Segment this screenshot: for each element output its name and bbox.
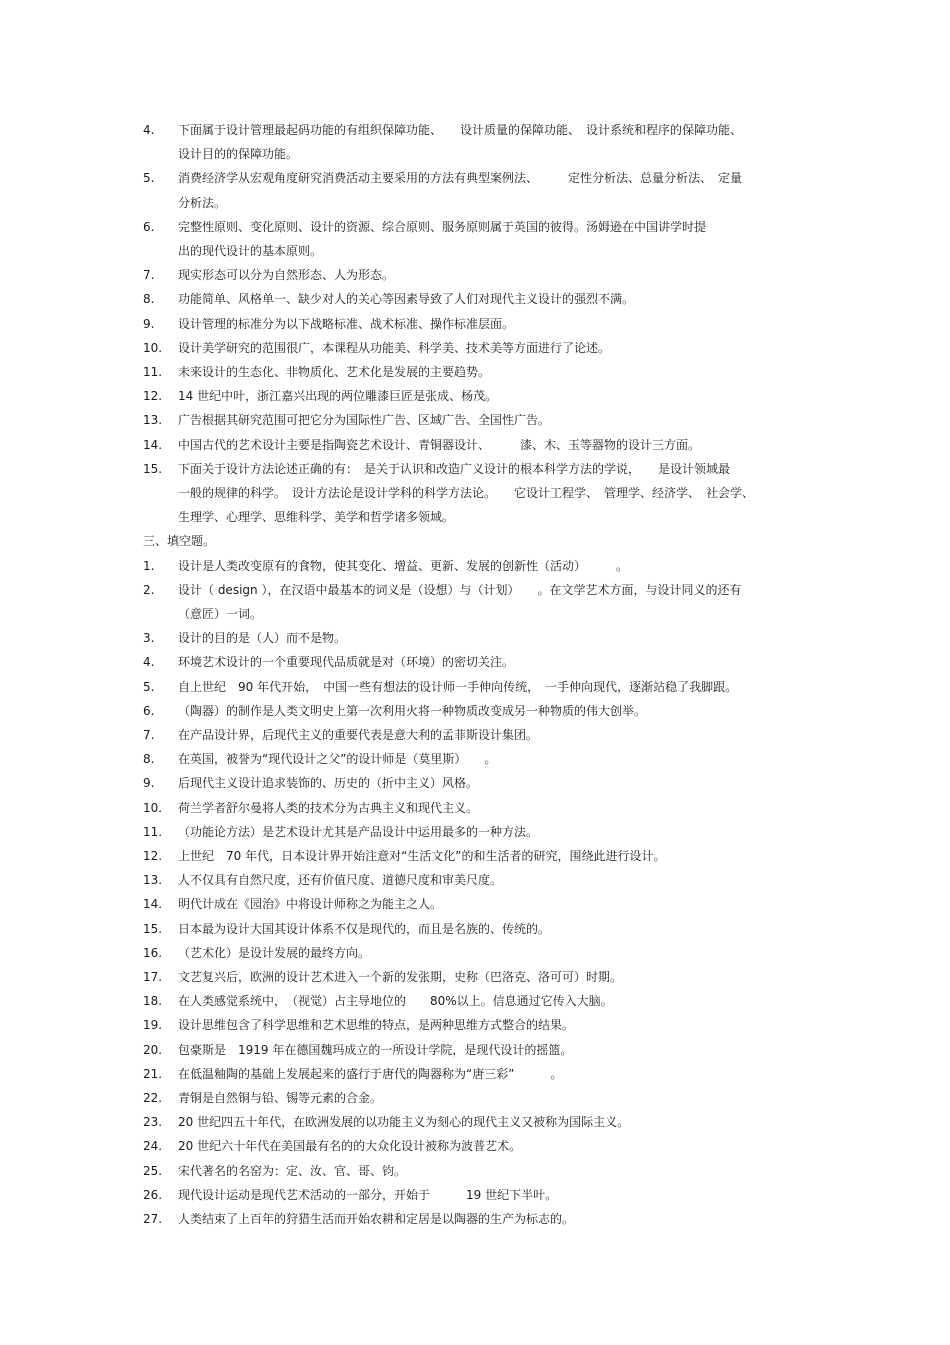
question-item-text: 设计目的的保障功能。 xyxy=(178,147,299,162)
fill-blank-item-number: 13. xyxy=(143,873,163,888)
fill-blank-item-text: 设计是人类改变原有的食物，使其变化、增益、更新、发展的创新性（活动） 。 xyxy=(178,558,629,573)
fill-blank-item-text: 日本最为设计大国其设计体系不仅是现代的，而且是名族的、传统的。 xyxy=(178,921,551,936)
fill-blank-item-number: 24. xyxy=(143,1139,163,1154)
question-item-number: 10. xyxy=(143,340,163,355)
fill-blank-item-text: 荷兰学者舒尔曼将人类的技术分为古典主义和现代主义。 xyxy=(178,800,479,815)
question-item-number: 8. xyxy=(143,292,155,307)
fill-blank-item-text: 人不仅具有自然尺度，还有价值尺度、道德尺度和审美尺度。 xyxy=(178,873,503,888)
fill-blank-item-text: （功能论方法）是艺术设计尤其是产品设计中运用最多的一种方法。 xyxy=(178,824,539,839)
fill-blank-item-number: 21. xyxy=(143,1066,163,1081)
fill-blank-item-text: 上世纪 70 年代，日本设计界开始注意对“生活文化”的和生活者的研究，围绕此进行设计。 xyxy=(178,849,666,863)
question-item-text: 14 世纪中叶，浙江嘉兴出现的两位雕漆巨匠是张成、杨茂。 xyxy=(178,389,498,404)
fill-blank-item-number: 18. xyxy=(143,994,163,1009)
fill-blank-item-text: 设计的目的是（人）而不是物。 xyxy=(178,631,347,646)
fill-blank-item-number: 20. xyxy=(143,1042,163,1057)
question-item-text: 中国古代的艺术设计主要是指陶瓷艺术设计、青铜器设计、 漆、木、玉等器物的设计三方面。 xyxy=(178,437,701,452)
question-item-text: 完整性原则、变化原则、设计的资源、综合原则、服务原则属于英国的彼得。汤姆逊在中国讲学时提 xyxy=(178,219,707,234)
question-item-number: 4. xyxy=(143,123,155,137)
fill-blank-item-number: 15. xyxy=(143,921,163,936)
question-item-number: 13. xyxy=(143,413,163,428)
fill-blank-item-number: 1. xyxy=(143,558,155,573)
fill-blank-item-text: 人类结束了上百年的狩猎生活而开始农耕和定居是以陶器的生产为标志的。 xyxy=(178,1212,575,1226)
fill-blank-item-number: 3. xyxy=(143,631,155,646)
fill-blank-item-text: 后现代主义设计追求装饰的、历史的（折中主义）风格。 xyxy=(178,776,479,791)
fill-blank-item-text: （陶器）的制作是人类文明史上第一次利用火将一种物质改变成另一种物质的伟大创举。 xyxy=(178,703,647,718)
fill-blank-item-number: 11. xyxy=(143,824,163,839)
fill-blank-item-number: 27. xyxy=(143,1212,163,1226)
fill-blank-item-number: 9. xyxy=(143,776,155,791)
question-item-text: 设计管理的标准分为以下战略标准、战术标准、操作标准层面。 xyxy=(178,316,515,331)
fill-blank-item-text: 现代设计运动是现代艺术活动的一部分，开始于 19 世纪下半叶。 xyxy=(178,1187,558,1202)
fill-blank-item-number: 12. xyxy=(143,849,163,863)
question-item-text: 出的现代设计的基本原则。 xyxy=(178,244,323,258)
question-item-number: 15. xyxy=(143,461,163,476)
fill-blank-item-text: 在人类感觉系统中， （视觉）占主导地位的 80%以上。信息通过它传入大脑。 xyxy=(178,994,613,1009)
question-item-text: 广告根据其研究范围可把它分为国际性广告、区域广告、全国性广告。 xyxy=(178,413,551,428)
question-item-text: 设计美学研究的范围很广，本课程从功能美、科学美、技术美等方面进行了论述。 xyxy=(178,340,611,355)
fill-blank-item-text: 自上世纪 90 年代开始， 中国一些有想法的设计师一手伸向传统， 一手伸向现代，逐渐站稳了我脚跟。 xyxy=(178,679,738,694)
fill-blank-item-number: 5. xyxy=(143,679,155,694)
fill-blank-item-text: （意匠）一词。 xyxy=(178,607,263,621)
fill-blank-item-number: 26. xyxy=(143,1187,163,1202)
fill-blank-item-text: 文艺复兴后，欧洲的设计艺术进入一个新的发张期，史称（巴洛克、洛可可）时期。 xyxy=(178,970,623,984)
question-item-text: 未来设计的生态化、非物质化、艺术化是发展的主要趋势。 xyxy=(178,365,491,379)
fill-blank-item-number: 10. xyxy=(143,800,163,815)
fill-blank-item-text: （艺术化）是设计发展的最终方向。 xyxy=(178,945,371,960)
question-item-text: 功能简单、风格单一、缺少对人的关心等因素导致了人们对现代主义设计的强烈不满。 xyxy=(178,292,635,307)
fill-blank-item-number: 25. xyxy=(143,1163,163,1178)
question-item-number: 14. xyxy=(143,437,163,452)
question-item-text: 一般的规律的科学。 设计方法论是设计学科的科学方法论。 它设计工程学、 管理学、经济学、 社会学、 xyxy=(178,486,755,500)
question-item-number: 9. xyxy=(143,316,155,331)
fill-blank-item-number: 16. xyxy=(143,945,163,960)
fill-blank-item-number: 19. xyxy=(143,1018,163,1033)
fill-blank-item-number: 4. xyxy=(143,655,155,670)
fill-blank-item-text: 包豪斯是 1919 年在德国魏玛成立的一所设计学院，是现代设计的摇篮。 xyxy=(178,1042,573,1057)
fill-blank-item-text: 20 世纪四五十年代，在欧洲发展的以功能主义为刻心的现代主义又被称为国际主义。 xyxy=(178,1115,630,1130)
question-item-text: 消费经济学从宏观角度研究消费活动主要采用的方法有典型案例法、 定性分析法、总量分析法、 定量 xyxy=(178,171,743,186)
question-item-number: 11. xyxy=(143,365,163,379)
fill-blank-item-text: 设计思维包含了科学思维和艺术思维的特点，是两种思维方式整合的结果。 xyxy=(178,1018,575,1033)
fill-blank-item-number: 2. xyxy=(143,582,155,597)
question-item-number: 6. xyxy=(143,219,155,234)
question-item-text: 分析法。 xyxy=(178,195,227,210)
question-item-text: 现实形态可以分为自然形态、人为形态。 xyxy=(178,268,395,283)
fill-blank-item-text: 20 世纪六十年代在美国最有名的的大众化设计被称为波普艺术。 xyxy=(178,1139,522,1154)
fill-blank-item-text: 在产品设计界，后现代主义的重要代表是意大利的孟菲斯设计集团。 xyxy=(178,728,539,742)
fill-blank-item-number: 8. xyxy=(143,752,155,767)
fill-blank-item-text: 在英国，被誉为“现代设计之父”的设计师是（莫里斯） 。 xyxy=(178,752,497,767)
fill-blank-item-text: 设计（ design ），在汉语中最基本的词义是（设想）与（计划） 。在文学艺术方面，与设计同义的还有 xyxy=(178,582,742,597)
fill-blank-item-text: 宋代著名的名窑为：定、汝、官、哥、钧。 xyxy=(178,1163,407,1178)
section-title: 三、填空题。 xyxy=(143,534,216,549)
question-item-text: 下面属于设计管理最起码功能的有组织保障功能、 设计质量的保障功能、 设计系统和程序的保障功能、 xyxy=(178,123,743,137)
fill-blank-item-number: 6. xyxy=(143,703,155,718)
fill-blank-item-number: 7. xyxy=(143,728,155,742)
fill-blank-item-number: 17. xyxy=(143,970,163,984)
fill-blank-item-text: 青铜是自然铜与铅、锡等元素的合金。 xyxy=(178,1091,383,1105)
question-item-number: 12. xyxy=(143,389,163,404)
fill-blank-item-number: 23. xyxy=(143,1115,163,1130)
fill-blank-item-text: 明代计成在《园治》中将设计师称之为能主之人。 xyxy=(178,897,443,912)
fill-blank-item-number: 14. xyxy=(143,897,163,912)
question-item-text: 生理学、心理学、思维科学、美学和哲学诸多领域。 xyxy=(178,510,455,525)
question-item-number: 7. xyxy=(143,268,155,283)
fill-blank-item-text: 环境艺术设计的一个重要现代品质就是对（环境）的密切关注。 xyxy=(178,655,515,670)
question-item-text: 下面关于设计方法论述正确的有： 是关于认识和改造广义设计的根本科学方法的学说， 是设计领域最 xyxy=(178,461,731,476)
fill-blank-item-number: 22. xyxy=(143,1091,163,1105)
question-item-number: 5. xyxy=(143,171,155,186)
fill-blank-item-text: 在低温釉陶的基础上发展起来的盛行于唐代的陶器称为“唐三彩” 。 xyxy=(178,1066,563,1081)
